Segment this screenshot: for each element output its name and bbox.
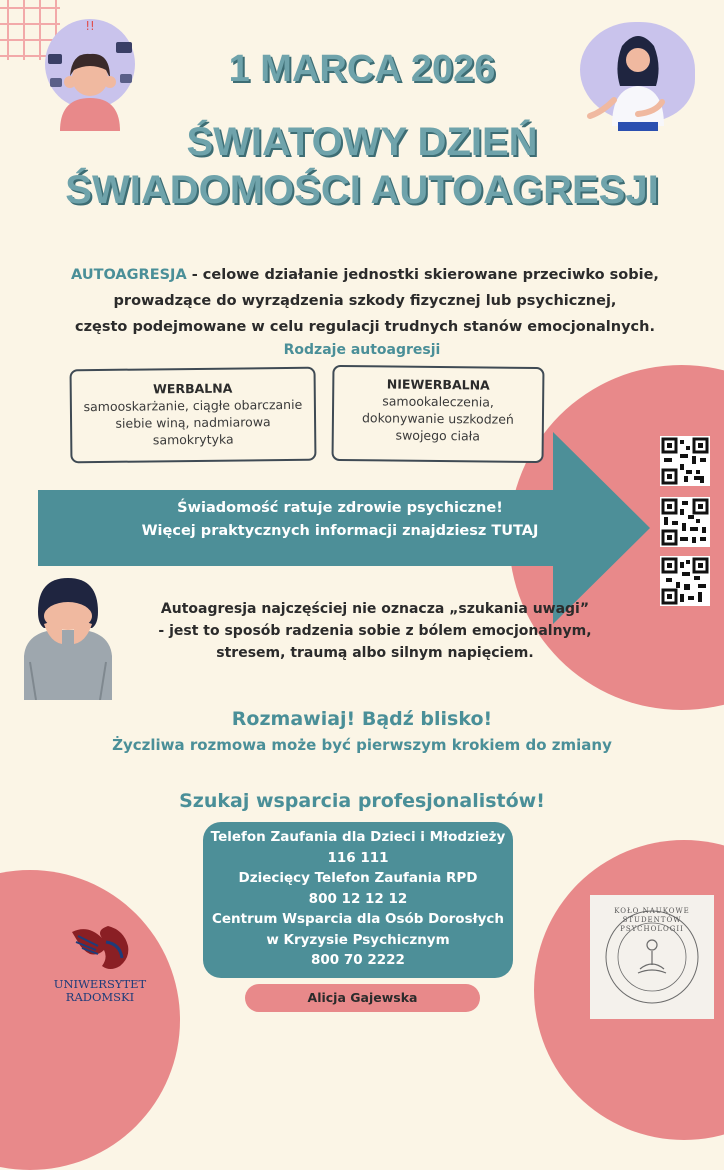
support-line-3: Centrum Wsparcia dla Osób Dorosłych [211,911,505,927]
attention-line-1: Autoagresja najczęściej nie oznacza „szukania uwagi” [160,601,590,617]
event-date: 1 MARCA 2026 [228,48,496,90]
crying-boy-illustration-icon [22,572,114,700]
club-logo [590,895,714,1019]
definition-line-1: - celowe działanie jednostki skierowane przeciwko sobie, [186,267,659,283]
author-badge: Alicja Gajewska [245,984,480,1012]
attention-line-3: stresem, traumą albo silnym napięciem. [216,645,534,661]
support-phone-3[interactable]: 800 70 2222 [311,952,405,968]
decor-circle-bottom-left [0,870,180,1170]
support-heading: Szukaj wsparcia profesjonalistów! [179,790,545,812]
university-line-2: RADOMSKI [65,990,135,1004]
qr-code-1-icon[interactable] [660,436,710,486]
talk-subheading: Życzliwa rozmowa może być pierwszym krokiem do zmiany [112,736,612,754]
banner-line-2: Więcej praktycznych informacji znajdziesz TUTAJ [141,523,539,539]
definition-line-3: często podejmowane w celu regulacji trudnych stanów emocjonalnych. [75,319,655,335]
support-line-2: Dziecięcy Telefon Zaufania RPD [238,870,478,886]
eagle-logo-icon [68,922,134,976]
nonverbal-line-2: dokonywanie uszkodzeń [361,410,514,427]
support-line-4: w Kryzysie Psychicznym [266,931,450,948]
nonverbal-line-1: samookaleczenia, [382,393,495,410]
verbal-line-1: samooskarżanie, ciągłe obarczanie [83,396,303,415]
svg-text:!!: !! [85,19,95,33]
support-line-1: Telefon Zaufania dla Dzieci i Młodzieży [210,829,506,845]
nonverbal-title: NIEWERBALNA [386,376,490,393]
support-phone-1[interactable]: 116 111 [327,849,389,866]
talk-heading: Rozmawiaj! Bądź blisko! [231,708,493,730]
university-name [40,978,160,1004]
support-phone-2[interactable]: 800 12 12 12 [308,890,408,907]
attention-line-2: - jest to sposób radzenia sobie z bólem emocjonalnym, [158,623,592,639]
verbal-title: WERBALNA [153,380,233,397]
page-title [0,118,724,214]
verbal-line-2: siebie winą, nadmiarowa [115,414,271,431]
definition-line-2: prowadzące do wyrządzenia szkody fizycznej lub psychicznej, [113,293,617,309]
types-heading: Rodzaje autoagresji [283,342,441,358]
title-line-2: ŚWIADOMOŚCI AUTOAGRESJI [65,168,659,212]
definition-keyword: AUTOAGRESJA [71,267,187,283]
qr-code-3-icon[interactable] [660,556,710,606]
title-line-1: ŚWIATOWY DZIEŃ [186,120,538,164]
club-logo-text: KOŁO NAUKOWE STUDENTÓW PSYCHOLOGII [614,907,690,933]
qr-code-2-icon[interactable] [660,497,710,547]
banner-line-1: Świadomość ratuje zdrowie psychiczne! [177,500,503,516]
attention-text [110,598,640,664]
support-contacts [203,827,513,971]
verbal-line-3: samokrytyka [152,431,234,448]
definition-text [40,262,690,340]
university-line-1: UNIWERSYTET [53,977,147,991]
nonverbal-line-3: swojego ciała [395,427,481,444]
banner-text[interactable] [60,497,620,543]
